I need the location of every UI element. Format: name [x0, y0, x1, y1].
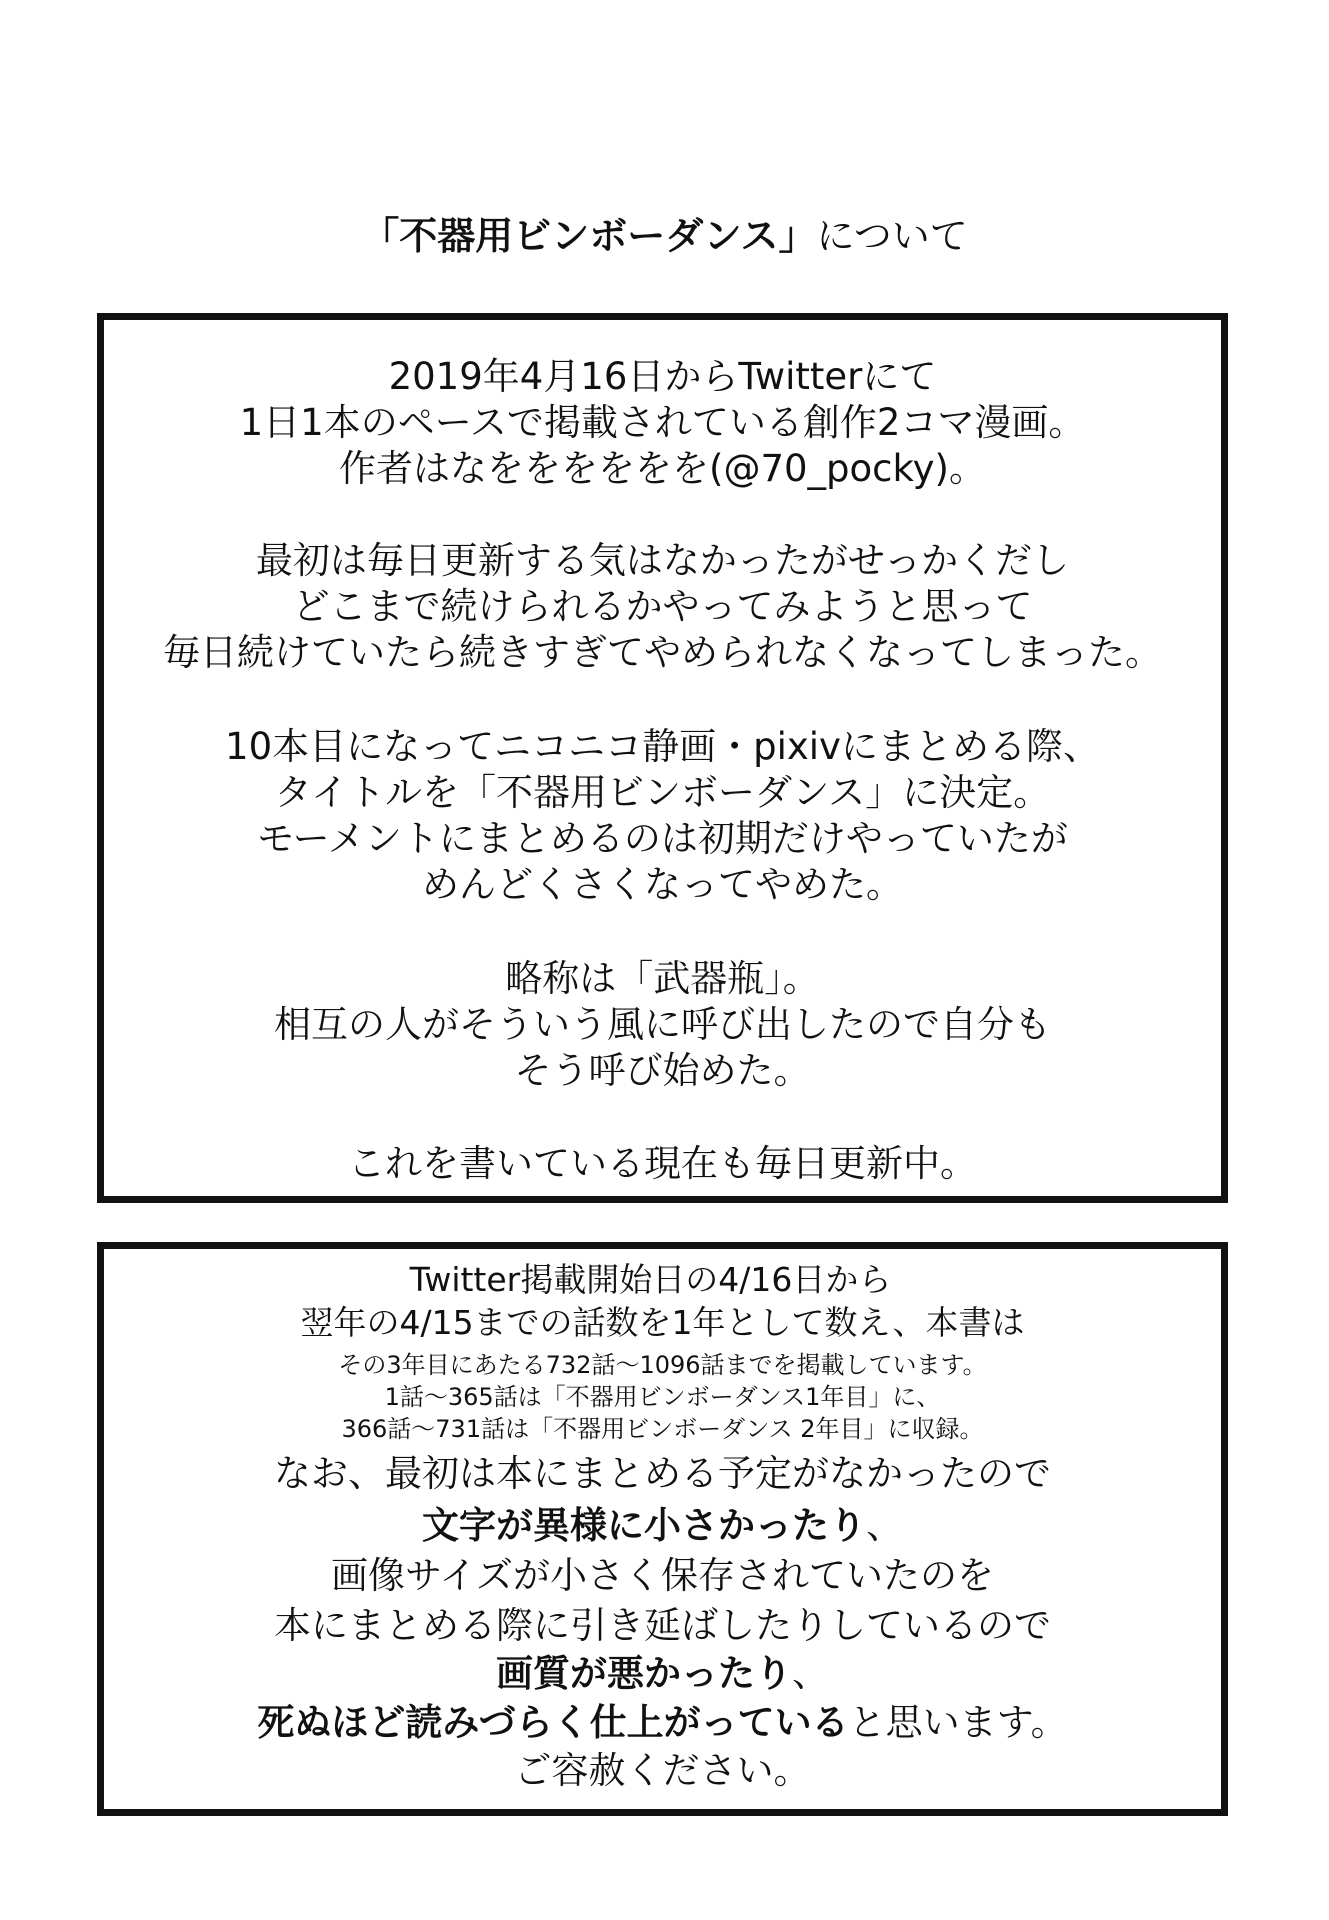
page-title: [0, 208, 1329, 264]
notes-line-6: なお、最初は本にまとめる予定がなかったので: [274, 1452, 1051, 1495]
about-line-7: 10本目になってニコニコ静画・pixivにまとめる際、: [225, 725, 1100, 768]
about-line-13: そう呼び始めた。: [514, 1049, 811, 1092]
notes-line-11-rest: と思います。: [848, 1701, 1068, 1744]
notes-line-12: ご容赦ください。: [514, 1749, 811, 1792]
about-line-5: どこまで続けられるかやってみようと思って: [292, 585, 1033, 628]
notes-line-5: 366話～731話は「不器用ビンボーダンス 2年目」に収録。: [341, 1415, 984, 1443]
about-line-3: 作者はなをををををを(@70_pocky)。: [339, 447, 986, 490]
notes-line-11: [104, 1701, 1221, 1744]
notes-line-7-rest: 、: [866, 1504, 903, 1547]
notes-line-1: Twitter掲載開始日の4/16日から: [409, 1260, 892, 1299]
notes-line-10-emphasis: 画質が悪かったり: [496, 1652, 792, 1695]
notes-line-10: [104, 1652, 1221, 1695]
about-line-2: 1日1本のペースで掲載されている創作2コマ漫画。: [239, 401, 1086, 444]
about-line-11: 略称は「武器瓶」。: [505, 957, 820, 1000]
about-box: [97, 313, 1228, 1203]
about-line-8: タイトルを「不器用ビンボーダンス」に決定。: [274, 771, 1051, 814]
about-line-9: モーメントにまとめるのは初期だけやっていたが: [257, 817, 1068, 860]
notes-line-2: 翌年の4/15までの話数を1年として数え、本書は: [300, 1303, 1025, 1342]
about-line-12: 相互の人がそういう風に呼び出したので自分も: [274, 1003, 1051, 1046]
about-line-4: 最初は毎日更新する気はなかったがせっかくだし: [255, 539, 1070, 582]
title-bold-part: 「不器用ビンボーダンス」: [361, 214, 817, 258]
notes-line-11-emphasis: 死ぬほど読みづらく仕上がっている: [257, 1701, 849, 1744]
notes-line-7: [104, 1504, 1221, 1547]
notes-line-10-rest: 、: [792, 1652, 829, 1695]
about-line-10: めんどくさくなってやめた。: [422, 863, 903, 906]
title-rest-part: について: [816, 214, 968, 258]
notes-line-8: 画像サイズが小さく保存されていたのを: [330, 1554, 995, 1597]
about-line-14: これを書いている現在も毎日更新中。: [348, 1142, 977, 1185]
notes-line-9: 本にまとめる際に引き延ばしたりしているので: [274, 1604, 1051, 1647]
notes-box: [97, 1242, 1228, 1816]
notes-line-3: その3年目にあたる732話～1096話までを掲載しています。: [338, 1351, 987, 1379]
about-line-1: 2019年4月16日からTwitterにて: [388, 355, 937, 398]
about-line-6: 毎日続けていたら続きすぎてやめられなくなってしまった。: [163, 631, 1162, 674]
notes-line-7-emphasis: 文字が異様に小さかったり: [422, 1504, 866, 1547]
notes-line-4: 1話～365話は「不器用ビンボーダンス1年目」に、: [384, 1383, 941, 1411]
